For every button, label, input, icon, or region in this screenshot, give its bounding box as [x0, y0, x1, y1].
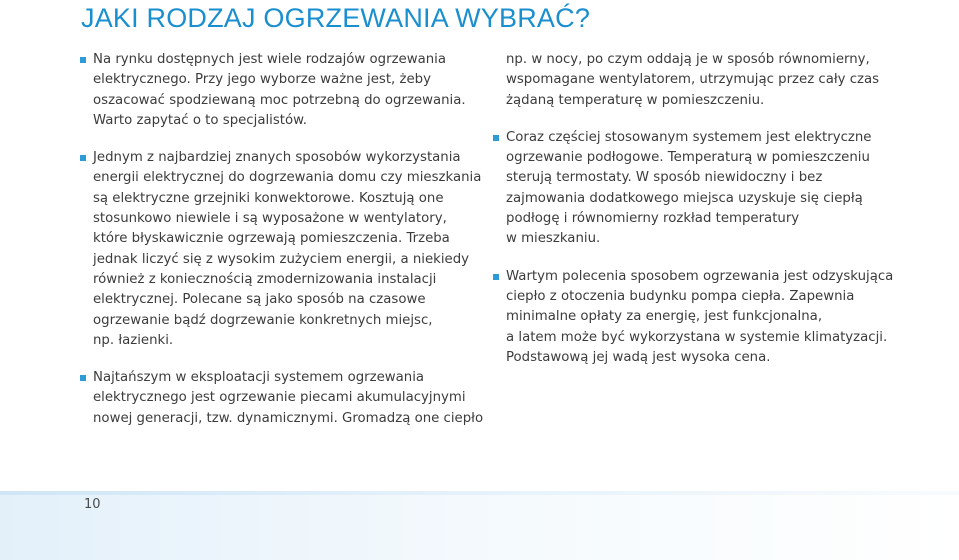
- text-line: Wartym polecenia sposobem ogrzewania jest odzyskująca: [506, 268, 894, 284]
- paragraph-electric-heating-types: [80, 50, 466, 131]
- text-line: elektrycznego jest ogrzewanie piecami akumulacyjnymi: [93, 390, 466, 406]
- left-column: [80, 50, 484, 429]
- text-line: Najtańszym w eksploatacji systemem ogrzewania: [93, 370, 425, 386]
- text-line: Jednym z najbardziej znanych sposobów wykorzystania: [93, 150, 461, 166]
- text-line: np. w nocy, po czym oddają je w sposób równomierny,: [506, 52, 870, 67]
- page-number: 10: [84, 497, 101, 512]
- text-line: Na rynku dostępnych jest wiele rodzajów ogrzewania: [93, 52, 447, 67]
- text-line: wspomagane wentylatorem, utrzymując przez cały czas: [506, 72, 880, 88]
- text-line: sterują termostaty. W sposób niewidoczny i bez: [506, 170, 823, 186]
- right-column: [493, 50, 894, 368]
- text-line: zajmowania dodatkowego miejsca uzyskuje się ciepłą: [506, 190, 863, 206]
- footer-band: [0, 491, 959, 560]
- page-title: JAKI RODZAJ OGRZEWANIA WYBRAĆ?: [81, 3, 591, 33]
- text-line: a latem może być wykorzystana w systemie klimatyzacji.: [506, 329, 888, 345]
- text-line: ogrzewanie bądź dogrzewanie konkretnych miejsc,: [93, 312, 433, 328]
- text-line: są elektryczne grzejniki konwektorowe. Kosztują one: [93, 190, 444, 206]
- text-line: np. łazienki.: [93, 332, 174, 348]
- text-line: Warto zapytać o to specjalistów.: [93, 112, 308, 128]
- text-line: elektrycznego. Przy jego wyborze ważne jest, żeby: [93, 72, 431, 88]
- text-line: ciepło z otoczenia budynku pompa ciepła. Zapewnia: [506, 288, 855, 304]
- paragraph-heat-pump: [493, 267, 894, 368]
- square-bullet-icon: [80, 57, 86, 63]
- text-line: żądaną temperaturę w pomieszczeniu.: [506, 92, 765, 108]
- square-bullet-icon: [80, 155, 86, 161]
- text-line: w mieszkaniu.: [506, 231, 601, 247]
- square-bullet-icon: [80, 375, 86, 381]
- paragraph-convector-heaters: [80, 148, 482, 351]
- text-line: Podstawową jej wadą jest wysoka cena.: [506, 349, 771, 365]
- text-line: podłogę i równomierny rozkład temperatury: [506, 211, 800, 227]
- text-line: ogrzewanie podłogowe. Temperaturą w pomieszczeniu: [506, 150, 870, 166]
- text-line: stosunkowo niewiele i są wyposażone w wentylatory,: [93, 211, 447, 227]
- text-line: które błyskawicznie ogrzewają pomieszczenia. Trzeba: [93, 231, 450, 247]
- square-bullet-icon: [493, 274, 499, 280]
- text-line: elektrycznej. Polecane są jako sposób na czasowe: [93, 292, 426, 308]
- paragraph-underfloor-heating: [493, 128, 873, 250]
- text-line: minimalne opłaty za energię, jest funkcjonalna,: [506, 309, 823, 325]
- text-line: nowej generacji, tzw. dynamicznymi. Gromadzą one ciepło: [93, 410, 484, 426]
- text-line: jednak liczyć się z wysokim zużyciem energii, a niekiedy: [93, 251, 470, 267]
- text-line: oszacować spodziewaną moc potrzebną do ogrzewania.: [93, 92, 466, 108]
- square-bullet-icon: [493, 135, 499, 141]
- text-line: Coraz częściej stosowanym systemem jest elektryczne: [506, 129, 872, 145]
- paragraph-storage-heaters: [80, 368, 484, 429]
- paragraph-storage-heaters-continued: [493, 50, 880, 111]
- text-line: energii elektrycznej do dogrzewania domu czy mieszkania: [93, 170, 482, 186]
- text-line: również z koniecznością zmodernizowania instalacji: [93, 271, 437, 287]
